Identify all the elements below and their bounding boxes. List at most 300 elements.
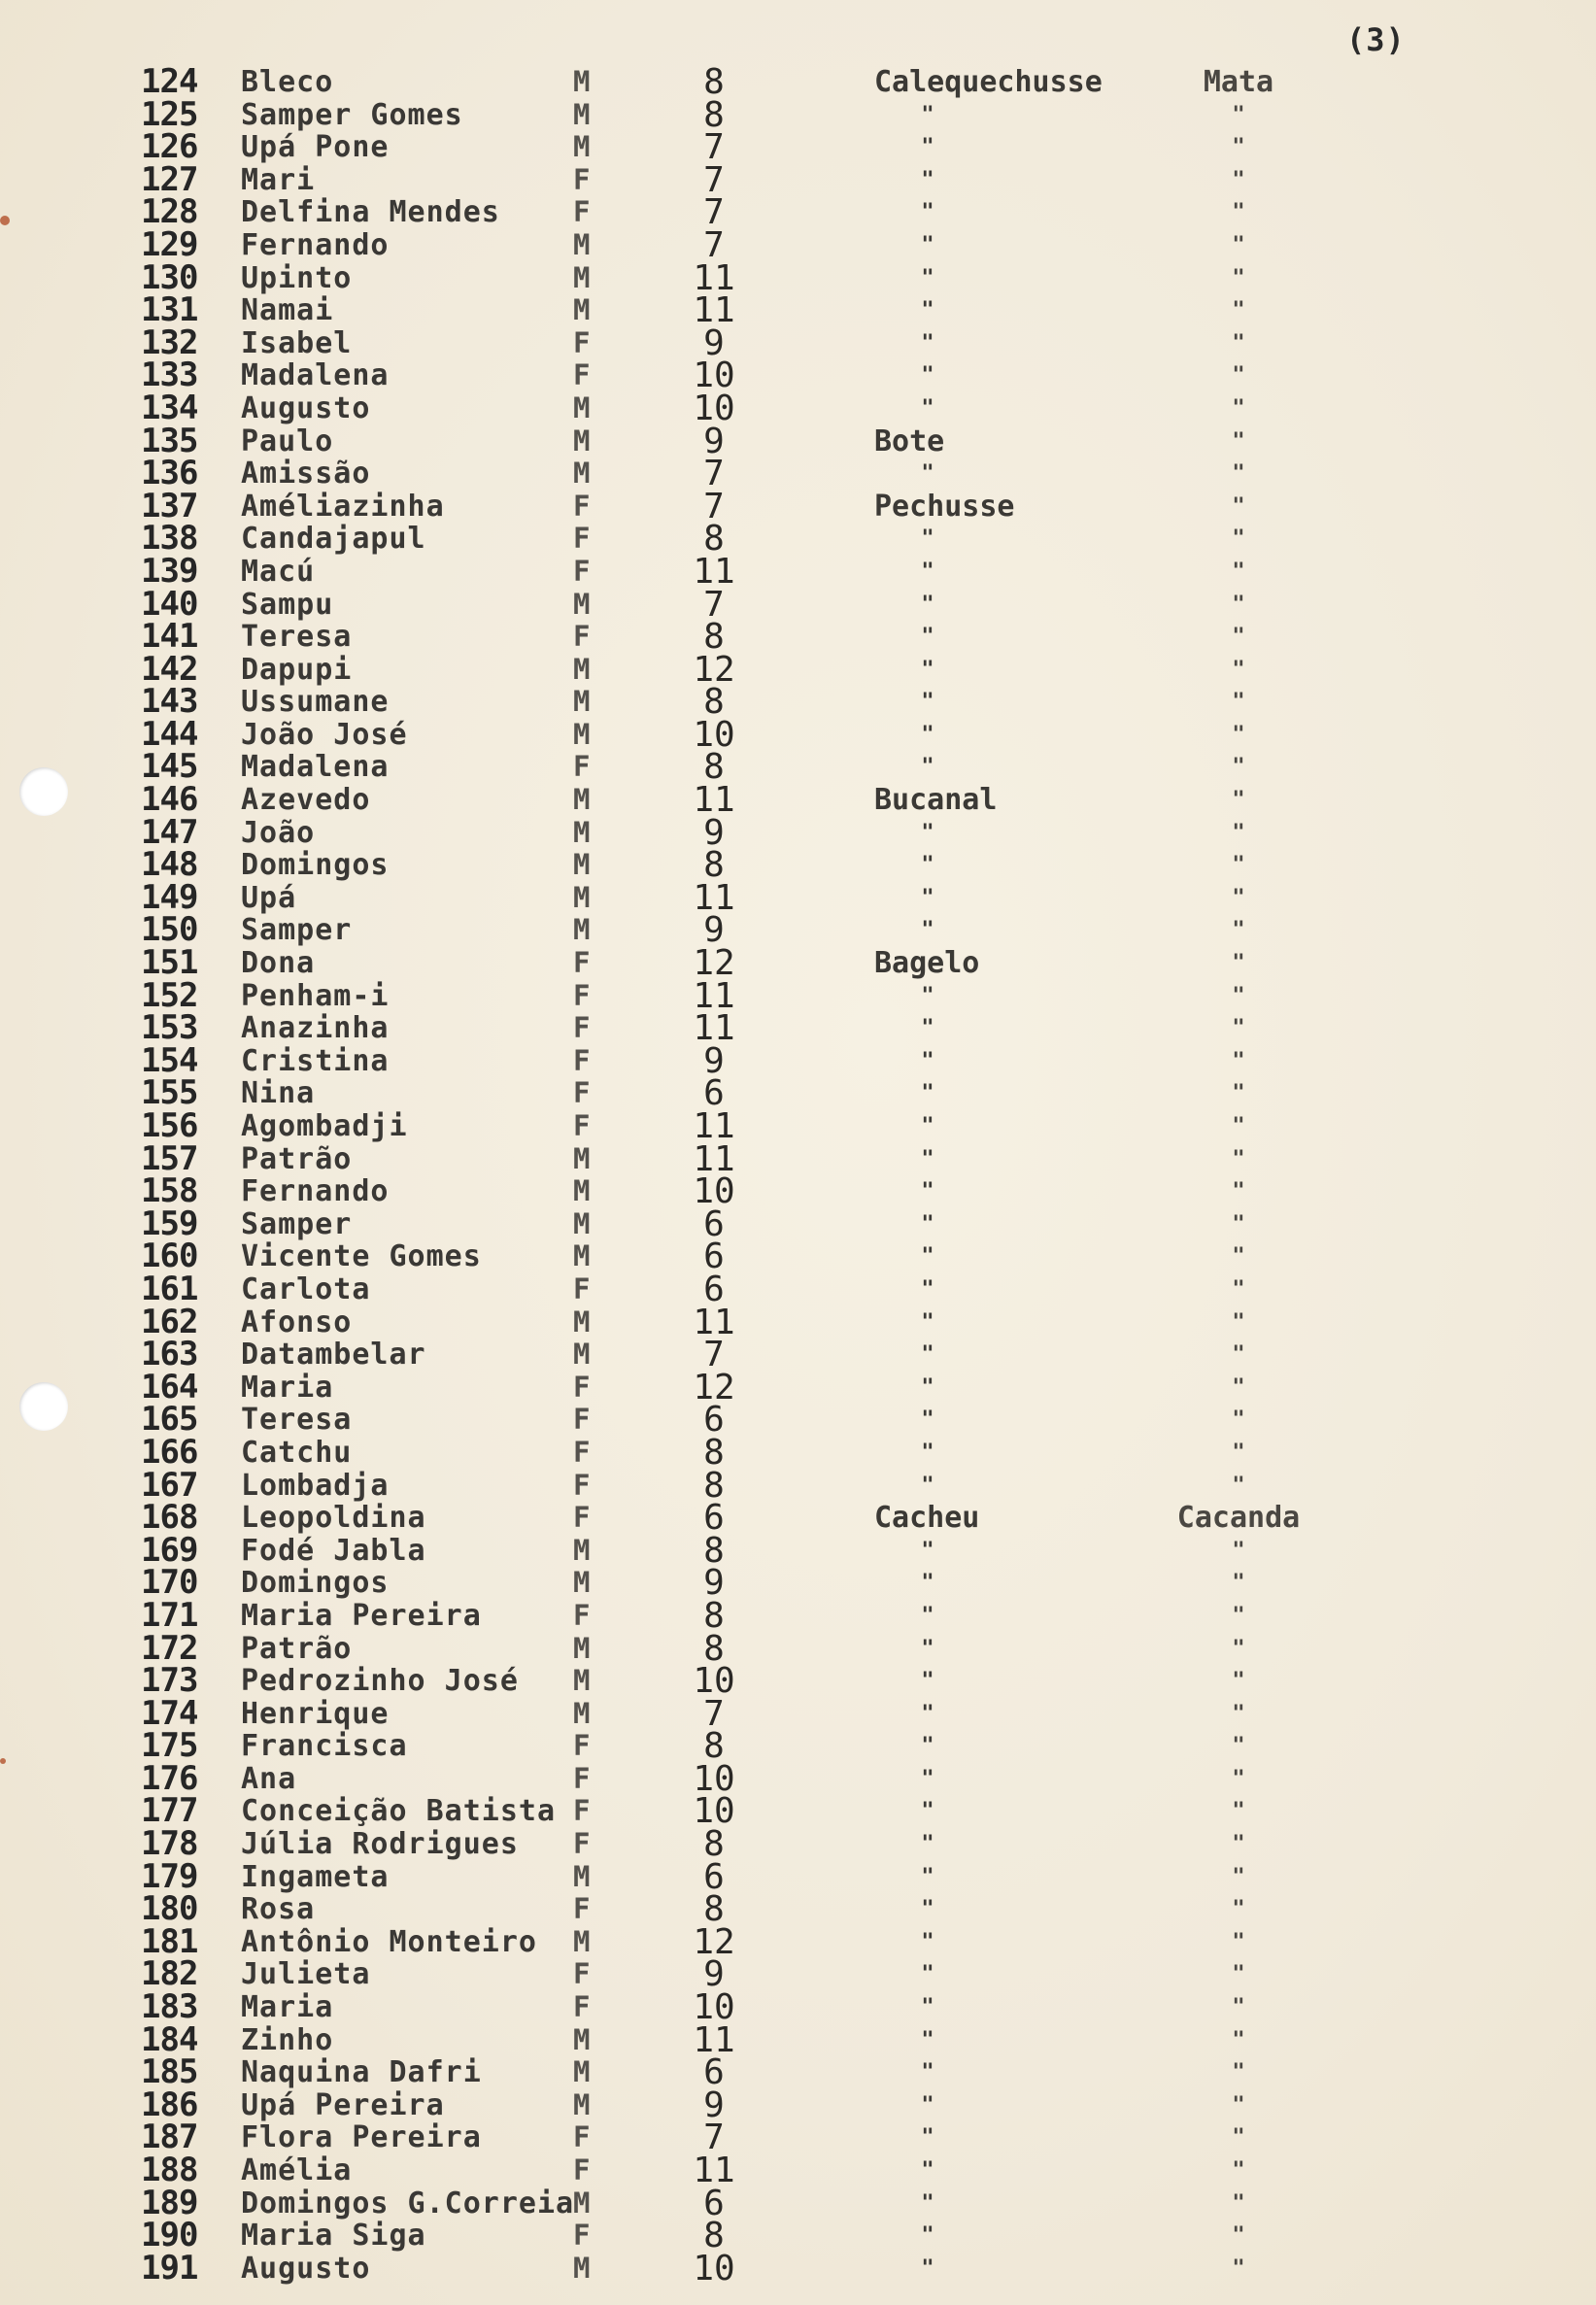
entry-age: 8 — [703, 1432, 725, 1473]
entry-age: 11 — [693, 2151, 735, 2190]
entry-age: 9 — [703, 1040, 725, 1081]
entry-place: Pechusse — [874, 489, 1015, 524]
entry-number: 124 — [141, 62, 198, 101]
entry-region: " — [1232, 1114, 1245, 1138]
list-item — [0, 192, 1596, 233]
list-item — [0, 1008, 1596, 1049]
entry-name: Augusto — [241, 390, 371, 425]
entry-number: 137 — [141, 486, 198, 525]
entry-place: " — [921, 1669, 934, 1694]
entry-age: 8 — [703, 617, 725, 658]
list-item — [0, 421, 1596, 461]
entry-region: " — [1232, 1440, 1245, 1465]
entry-region: " — [1232, 428, 1245, 454]
entry-region: " — [1232, 1407, 1245, 1433]
entry-sex: M — [573, 880, 591, 914]
entry-age: 10 — [693, 2248, 735, 2288]
entry-region: " — [1232, 265, 1245, 290]
entry-sex: F — [573, 1794, 591, 1828]
entry-number: 170 — [141, 1563, 198, 1603]
list-item — [0, 780, 1596, 821]
entry-number: 173 — [141, 1661, 198, 1701]
entry-age: 8 — [703, 747, 725, 788]
entry-name: Amélia — [241, 2153, 353, 2187]
entry-number: 159 — [141, 1203, 198, 1243]
entry-region: " — [1232, 2027, 1245, 2052]
entry-place: " — [921, 232, 934, 257]
entry-sex: F — [573, 1761, 591, 1795]
entry-number: 182 — [141, 1954, 198, 1994]
entry-name: Carlota — [241, 1271, 371, 1306]
list-item — [0, 943, 1596, 984]
entry-place: " — [921, 1636, 934, 1661]
entry-sex: M — [573, 1924, 591, 1958]
entry-name: Samper — [241, 1206, 353, 1241]
list-item — [0, 1563, 1596, 1604]
entry-region: " — [1232, 493, 1245, 519]
entry-name: Ingameta — [241, 1859, 390, 1894]
entry-age: 6 — [703, 2183, 725, 2223]
entry-place: " — [921, 135, 934, 160]
entry-number: 163 — [141, 1335, 198, 1374]
entry-region: " — [1232, 722, 1245, 747]
entry-number: 172 — [141, 1628, 198, 1668]
entry-region: " — [1232, 1309, 1245, 1335]
list-item — [0, 1921, 1596, 1962]
entry-sex: F — [573, 522, 591, 556]
list-item — [0, 551, 1596, 592]
list-item — [0, 322, 1596, 363]
entry-sex: M — [573, 815, 591, 849]
entry-region: " — [1232, 298, 1245, 323]
entry-age: 11 — [693, 877, 735, 918]
entry-number: 141 — [141, 617, 198, 657]
list-item — [0, 1106, 1596, 1146]
list-item — [0, 617, 1596, 658]
entry-number: 142 — [141, 649, 198, 689]
entry-region: " — [1232, 1146, 1245, 1171]
entry-age: 7 — [703, 454, 725, 494]
list-item — [0, 1432, 1596, 1473]
entry-name: Teresa — [241, 620, 353, 655]
list-item — [0, 1856, 1596, 1897]
entry-name: Patrão — [241, 1141, 353, 1176]
entry-region: Cacanda — [1176, 1501, 1301, 1536]
entry-region: " — [1232, 625, 1245, 650]
entry-age: 10 — [693, 1661, 735, 1702]
entry-sex: M — [573, 293, 591, 327]
entry-region: " — [1232, 1995, 1245, 2020]
entry-age: 11 — [693, 2019, 735, 2060]
entry-number: 176 — [141, 1758, 198, 1798]
entry-region: " — [1232, 788, 1245, 813]
entry-age: 9 — [703, 812, 725, 853]
entry-age: 11 — [693, 551, 735, 592]
entry-age: 10 — [693, 388, 735, 428]
entry-age: 12 — [693, 943, 735, 984]
entry-name: Afonso — [241, 1305, 353, 1339]
entry-sex: F — [573, 1957, 591, 1991]
entry-age: 9 — [703, 2085, 725, 2125]
entry-sex: M — [573, 1141, 591, 1175]
entry-region: " — [1232, 885, 1245, 910]
entry-number: 143 — [141, 682, 198, 722]
entry-sex: M — [573, 1631, 591, 1665]
entry-name: Ana — [241, 1761, 297, 1796]
entry-name: Samper — [241, 913, 353, 948]
entry-region: " — [1232, 1929, 1245, 1954]
entry-place: " — [921, 1897, 934, 1922]
entry-region: " — [1232, 1669, 1245, 1694]
entry-sex: F — [573, 1011, 591, 1045]
entry-sex: F — [573, 554, 591, 588]
entry-sex: M — [573, 97, 591, 131]
entry-region: " — [1232, 461, 1245, 487]
entry-age: 7 — [703, 584, 725, 625]
entry-place: Bote — [874, 424, 945, 458]
list-item — [0, 1791, 1596, 1832]
entry-sex: F — [573, 620, 591, 654]
entry-age: 10 — [693, 1987, 735, 2028]
list-item — [0, 1465, 1596, 1506]
list-item — [0, 94, 1596, 135]
entry-region: " — [1232, 1603, 1245, 1628]
entry-place: " — [921, 1342, 934, 1368]
entry-sex: F — [573, 2153, 591, 2186]
entry-name: Maria — [241, 1370, 334, 1405]
entry-name: Upá Pone — [241, 130, 390, 165]
entry-region: Mata — [1203, 65, 1274, 99]
entry-sex: F — [573, 1468, 591, 1502]
entry-region: " — [1232, 657, 1245, 682]
entry-region: " — [1232, 1211, 1245, 1237]
entry-place: " — [921, 265, 934, 290]
list-item — [0, 1040, 1596, 1081]
list-item — [0, 388, 1596, 428]
entry-region: " — [1232, 559, 1245, 584]
entry-place: " — [921, 885, 934, 910]
entry-age: 6 — [703, 1498, 725, 1539]
entry-region: " — [1232, 2060, 1245, 2085]
entry-place: " — [921, 395, 934, 421]
entry-name: Samper Gomes — [241, 97, 463, 132]
list-item — [0, 1530, 1596, 1571]
entry-sex: M — [573, 2055, 591, 2089]
entry-place: " — [921, 102, 934, 127]
entry-name: Maria Pereira — [241, 1598, 482, 1633]
entry-age: 11 — [693, 257, 735, 298]
entry-region: " — [1232, 232, 1245, 257]
entry-sex: F — [573, 195, 591, 229]
entry-sex: M — [573, 783, 591, 817]
entry-age: 8 — [703, 1628, 725, 1669]
entry-region: " — [1232, 1962, 1245, 1987]
entry-name: Namai — [241, 293, 334, 328]
entry-number: 189 — [141, 2183, 198, 2222]
entry-name: Lombadja — [241, 1468, 390, 1503]
entry-region: " — [1232, 1766, 1245, 1791]
page-number: (3) — [1346, 21, 1406, 58]
entry-region: " — [1232, 820, 1245, 845]
entry-region: " — [1232, 1799, 1245, 1824]
entry-place: " — [921, 2125, 934, 2151]
entry-number: 167 — [141, 1465, 198, 1505]
list-item — [0, 1661, 1596, 1702]
entry-place: " — [921, 200, 934, 225]
entry-number: 131 — [141, 290, 198, 330]
list-item — [0, 2248, 1596, 2288]
entry-region: " — [1232, 1473, 1245, 1498]
entry-region: " — [1232, 1244, 1245, 1270]
entry-place: " — [921, 1832, 934, 1857]
list-item — [0, 1889, 1596, 1930]
entry-sex: M — [573, 457, 591, 491]
entry-number: 151 — [141, 943, 198, 983]
entry-name: Conceição Batista — [241, 1794, 557, 1829]
entry-place: " — [921, 526, 934, 552]
entry-place: " — [921, 853, 934, 878]
entry-place: " — [921, 1276, 934, 1302]
list-item — [0, 2085, 1596, 2125]
entry-sex: F — [573, 1370, 591, 1404]
entry-number: 177 — [141, 1791, 198, 1831]
entry-number: 136 — [141, 454, 198, 493]
entry-region: " — [1232, 2190, 1245, 2216]
entry-place: " — [921, 1309, 934, 1335]
entry-number: 154 — [141, 1040, 198, 1080]
entry-place: " — [921, 1929, 934, 1954]
list-item — [0, 2216, 1596, 2256]
entry-sex: M — [573, 717, 591, 751]
entry-sex: F — [573, 1435, 591, 1469]
entry-number: 186 — [141, 2085, 198, 2124]
entry-sex: F — [573, 1827, 591, 1861]
entry-place: " — [921, 690, 934, 715]
entry-place: " — [921, 2027, 934, 2052]
entry-number: 191 — [141, 2248, 198, 2288]
entry-number: 179 — [141, 1856, 198, 1896]
entry-number: 168 — [141, 1498, 198, 1538]
entry-region: " — [1232, 135, 1245, 160]
entry-number: 162 — [141, 1302, 198, 1341]
entry-name: Améliazinha — [241, 489, 445, 524]
list-item — [0, 1628, 1596, 1669]
entry-age: 11 — [693, 290, 735, 331]
entry-sex: F — [573, 325, 591, 359]
list-item — [0, 682, 1596, 723]
list-item — [0, 1758, 1596, 1799]
entry-name: Mari — [241, 162, 316, 197]
entry-number: 169 — [141, 1530, 198, 1570]
entry-age: 7 — [703, 486, 725, 526]
entry-place: " — [921, 1114, 934, 1138]
entry-name: Zinho — [241, 2022, 334, 2057]
entry-region: " — [1232, 102, 1245, 127]
entry-age: 9 — [703, 910, 725, 951]
entry-number: 126 — [141, 127, 198, 167]
entry-number: 157 — [141, 1138, 198, 1178]
entry-region: " — [1232, 2092, 1245, 2118]
entry-sex: F — [573, 358, 591, 392]
entry-number: 147 — [141, 812, 198, 852]
entry-number: 165 — [141, 1400, 198, 1440]
entry-sex: F — [573, 2219, 591, 2253]
entry-name: Madalena — [241, 750, 390, 785]
list-item — [0, 1954, 1596, 1995]
entry-number: 129 — [141, 224, 198, 264]
list-item — [0, 1269, 1596, 1309]
entry-sex: M — [573, 2087, 591, 2121]
entry-sex: M — [573, 2022, 591, 2056]
entry-name: Henrique — [241, 1696, 390, 1731]
entry-region: " — [1232, 592, 1245, 617]
entry-place: " — [921, 2190, 934, 2216]
entry-age: 8 — [703, 1824, 725, 1865]
entry-name: Rosa — [241, 1892, 316, 1927]
entry-age: 9 — [703, 421, 725, 461]
entry-number: 178 — [141, 1824, 198, 1864]
entry-age: 8 — [703, 1595, 725, 1636]
entry-number: 164 — [141, 1367, 198, 1407]
entry-sex: M — [573, 1664, 591, 1698]
entry-age: 6 — [703, 1400, 725, 1441]
entry-age: 8 — [703, 62, 725, 102]
entry-place: " — [921, 1473, 934, 1498]
entry-region: " — [1232, 755, 1245, 780]
list-item — [0, 290, 1596, 331]
entry-number: 161 — [141, 1269, 198, 1308]
list-item — [0, 159, 1596, 200]
entry-sex: F — [573, 1729, 591, 1763]
list-item — [0, 257, 1596, 298]
entry-number: 185 — [141, 2052, 198, 2092]
entry-place: " — [921, 918, 934, 943]
entry-region: " — [1232, 918, 1245, 943]
entry-number: 150 — [141, 910, 198, 950]
entry-age: 11 — [693, 1302, 735, 1342]
entry-name: Datambelar — [241, 1338, 426, 1373]
entry-name: Upinto — [241, 260, 353, 295]
entry-region: " — [1232, 1571, 1245, 1596]
entry-region: " — [1232, 2125, 1245, 2151]
entry-age: 12 — [693, 1367, 735, 1407]
entry-name: Isabel — [241, 325, 353, 360]
list-item — [0, 1138, 1596, 1179]
entry-number: 174 — [141, 1693, 198, 1733]
entry-place: " — [921, 2092, 934, 2118]
entry-age: 8 — [703, 2216, 725, 2256]
entry-sex: M — [573, 913, 591, 947]
entry-place: " — [921, 330, 934, 356]
entry-place: " — [921, 1440, 934, 1465]
entry-name: Francisca — [241, 1729, 408, 1764]
entry-sex: M — [573, 2251, 591, 2285]
list-item — [0, 127, 1596, 168]
list-item — [0, 1302, 1596, 1342]
entry-place: " — [921, 298, 934, 323]
entry-place: " — [921, 820, 934, 845]
list-item — [0, 1400, 1596, 1441]
entry-number: 138 — [141, 519, 198, 559]
entry-place: " — [921, 461, 934, 487]
entry-sex: M — [573, 424, 591, 458]
list-item — [0, 1367, 1596, 1407]
entry-age: 8 — [703, 682, 725, 723]
entry-name: Nina — [241, 1076, 316, 1111]
entry-region: " — [1232, 526, 1245, 552]
entry-age: 10 — [693, 356, 735, 396]
entry-name: Patrão — [241, 1631, 353, 1666]
entry-age: 7 — [703, 1693, 725, 1734]
entry-place: " — [921, 2255, 934, 2281]
entry-sex: F — [573, 978, 591, 1012]
entry-number: 127 — [141, 159, 198, 199]
entry-sex: M — [573, 1859, 591, 1893]
entry-name: Julieta — [241, 1957, 371, 1992]
entry-age: 6 — [703, 1237, 725, 1277]
list-item — [0, 812, 1596, 853]
entry-name: João — [241, 815, 316, 850]
entry-name: Júlia Rodrigues — [241, 1827, 519, 1862]
entry-name: Leopoldina — [241, 1501, 426, 1536]
entry-place: " — [921, 592, 934, 617]
entry-age: 10 — [693, 1791, 735, 1832]
entry-number: 183 — [141, 1987, 198, 2027]
list-item — [0, 1595, 1596, 1636]
entry-name: Sampu — [241, 587, 334, 622]
entry-number: 160 — [141, 1237, 198, 1276]
entry-name: Candajapul — [241, 522, 426, 557]
entry-sex: M — [573, 685, 591, 719]
entry-number: 128 — [141, 192, 198, 232]
entry-place: " — [921, 1211, 934, 1237]
entry-name: Flora Pereira — [241, 2120, 482, 2155]
entry-place: Calequechusse — [874, 65, 1103, 99]
entry-name: Amissão — [241, 457, 371, 492]
entry-number: 132 — [141, 322, 198, 362]
entry-name: Dapupi — [241, 652, 353, 687]
entry-number: 175 — [141, 1726, 198, 1766]
list-item — [0, 454, 1596, 494]
entry-age: 6 — [703, 1856, 725, 1897]
entry-name: Paulo — [241, 424, 334, 458]
list-item — [0, 519, 1596, 559]
entry-number: 145 — [141, 747, 198, 787]
entry-sex: F — [573, 750, 591, 784]
entry-sex: M — [573, 587, 591, 621]
entry-place: " — [921, 1571, 934, 1596]
entry-region: " — [1232, 1832, 1245, 1857]
entry-region: " — [1232, 983, 1245, 1008]
entry-place: " — [921, 1407, 934, 1433]
entry-number: 171 — [141, 1595, 198, 1635]
entry-name: Penham-i — [241, 978, 390, 1013]
entry-number: 146 — [141, 780, 198, 820]
list-item — [0, 1171, 1596, 1212]
entry-age: 8 — [703, 845, 725, 886]
list-item — [0, 1498, 1596, 1539]
entry-age: 10 — [693, 714, 735, 755]
entry-place: " — [921, 983, 934, 1008]
entry-place: " — [921, 2158, 934, 2183]
entry-number: 188 — [141, 2151, 198, 2189]
entry-age: 7 — [703, 127, 725, 168]
entry-place: Bagelo — [874, 946, 980, 981]
entry-place: " — [921, 1962, 934, 1987]
entry-age: 7 — [703, 224, 725, 265]
entry-age: 7 — [703, 192, 725, 233]
entry-region: " — [1232, 1897, 1245, 1922]
